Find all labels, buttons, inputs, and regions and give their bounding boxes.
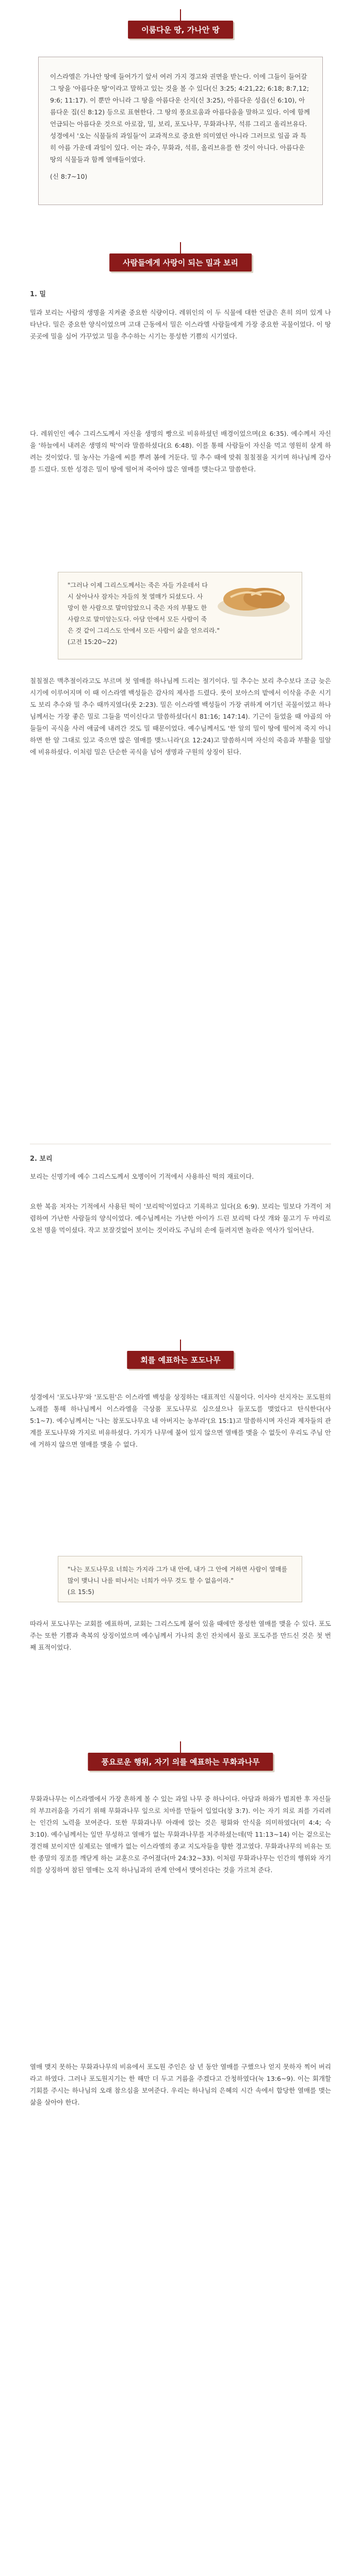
intro-text: 이스라엘은 가나안 땅에 들어가기 앞서 여러 가지 경고와 권면을 받는다. 이에 그들이 들어갈 그 땅을 '아름다운 땅'이라고 말하고 있는 것을 볼 수 있다(신 3:25; 4:21,22; 6:18; 8:7,12; 9:6; 11:17). 이 뿐만 아니라 그 땅을 아름다운 산지(신 3:25), 아름다운 성읍(신 6:10), 아름다운 집(신 8:12) 등으로 표현한다. 그 땅의 풍요로움과 아름다움을 말하고 있다. 이에 함께 언급되는 아름다운 것으로 아로잡, 밀, 보리, 포도나무, 무화과나무, 석류 그리고 올리브유다. 성경에서 '오는 식물들의 과일들'이 교과적으로 중요한 의미였던 아니라 그러므로 일곱 과 특히 아름 가운데 과일이 있다. 이는 과수, 무화과, 석류, 올리브유를 한 것이 아니다. 아름다운 땅의 식물들과 함께 열매들이였다. [50, 73, 310, 163]
paragraph [30, 2061, 331, 2108]
paragraph-text: 요한 복음 저자는 기적에서 사용된 떡이 '보리떡'이었다고 기록하고 있다(요 6:9). 보리는 밀보다 가격이 저렴하여 가난한 사람들의 양식이었다. 예수님께서는 가난한 아이가 드린 보리떡 다섯 개와 물고기 두 마리로 오천 명을 먹이셨다. 작고 보잘것없어 보이는 것이라도 주님의 손에 들려지면 놀라운 역사가 일어난다. [30, 1202, 331, 1234]
paragraph-text: 열매 맺지 못하는 무화과나무의 비유에서 포도원 주인은 삼 년 동안 열매를 구했으나 얻지 못하자 찍어 버리라고 하였다. 그러나 포도원지기는 한 해만 더 두고 거름을 주겠다고 간청하였다(눅 13:6~9). 이는 회개할 기회를 주시는 하나님의 오래 참으심을 보여준다. 우리는 하나님의 은혜의 시간 속에서 합당한 열매를 맺는 삶을 살아야 한다. [30, 2063, 331, 2106]
quote-ref: (요 15:5) [68, 1588, 94, 1596]
paragraph-text: 다. 레위인인 예수 그리스도께서 자신을 생명의 빵으로 비유하셨던 배경이었으며(요 6:35). 예수께서 자신을 '하늘에서 내려온 생명의 떡'이라 말씀하셨다(요 6:48). 이를 통해 사람들이 자신을 먹고 영원히 살게 하려는 것이었다. 밀 농사는 가을에 씨를 뿌려 봄에 거둔다. 밀 추수 때에 맞춰 칠칠절을 지키며 하나님께 감사를 드렸다. 또한 성경은 밀이 땅에 떨어져 죽어야 많은 열매를 맺는다고 말씀한다. [30, 430, 331, 473]
paragraph [30, 307, 331, 342]
title-deco-line [180, 1741, 181, 1753]
paragraph [30, 1618, 331, 1653]
paragraph [30, 1171, 331, 1182]
quote-text: "그러나 이제 그리스도께서는 죽은 자들 가운데서 다시 살아나사 잠자는 자들의 첫 열매가 되셨도다. 사망이 한 사람으로 말미암았으니 죽은 자의 부활도 한 사람으로 말미암는도다. 아담 안에서 모든 사람이 죽은 것 같이 그리스도 안에서 모든 사람이 삶을 얻으리라." [68, 582, 220, 634]
intro-ref: (신 8:7~10) [50, 173, 88, 180]
section-title-1: 이룸다운 땅, 가나안 땅 [128, 21, 233, 39]
paragraph [30, 675, 331, 758]
quote-box [58, 572, 302, 659]
intro-box [38, 57, 323, 205]
paragraph-text: 따라서 포도나무는 교회를 예표하며, 교회는 그리스도께 붙어 있을 때에만 풍성한 열매를 맺을 수 있다. 포도주는 또한 기쁨과 축복의 상징이었으며 예수님께서 가나의 혼인 잔치에서 물로 포도주를 만드신 것은 첫 번째 표적이었다. [30, 1620, 331, 1651]
paragraph [30, 1200, 331, 1236]
paragraph-text: 칠칠절은 맥추절이라고도 부르며 첫 열매를 하나님께 드리는 절기이다. 밀 추수는 보리 추수보다 조금 늦은 시기에 이루어지며 이 때 이스라엘 백성들은 감사의 제사를 드렸다. 룻이 보아스의 밭에서 이삭을 주운 시기도 보리 추수와 밀 추수 때까지였다(룻 2:23). 밀은 이스라엘 백성들이 가장 귀하게 여기던 곡물이었고 하나님께서는 가장 좋은 밀로 그들을 먹이신다고 말씀하셨다(시 81:16; 147:14). 기근이 들었을 때 야곱의 아들들이 곡식을 사러 애굽에 내려간 것도 밀 때문이었다. 예수님께서도 '한 알의 밀이 땅에 떨어져 죽지 아니하면 한 알 그대로 있고 죽으면 많은 열매를 맺느니라'(요 12:24)고 말씀하시며 자신의 죽음과 부활을 밀알에 비유하셨다. 이처럼 밀은 단순한 곡식을 넘어 생명과 구원의 상징이 된다. [30, 677, 331, 756]
paragraph-text: 성경에서 '포도나무'와 '포도원'은 이스라엘 백성을 상징하는 대표적인 식물이다. 이사야 선지자는 포도원의 노래를 통해 하나님께서 이스라엘을 극상품 포도나무로 심으셨으나 들포도를 맺었다고 탄식한다(사 5:1~7). 예수님께서는 '나는 참포도나무요 내 아버지는 농부라'(요 15:1)고 말씀하시며 자신과 제자들의 관계를 포도나무와 가지로 비유하셨다. 가지가 나무에 붙어 있지 않으면 열매를 맺을 수 없듯이 우리도 주님 안에 거하지 않으면 열매를 맺을 수 없다. [30, 1393, 331, 1448]
title-deco-line [180, 242, 181, 253]
section-title-2: 사람들에게 사랑이 되는 밀과 보리 [109, 253, 252, 272]
paragraph [30, 1391, 331, 1450]
title-deco-line [180, 9, 181, 21]
subheading-wheat: 1. 밀 [30, 291, 46, 298]
quote-text: "나는 포도나무요 너희는 가지라 그가 내 안에, 내가 그 안에 거하면 사람이 열매를 많이 맺나니 나를 떠나서는 너희가 아무 것도 할 수 없음이라." [68, 1566, 288, 1584]
quote-ref: (고전 15:20~22) [68, 638, 118, 646]
section-title-4: 풍요로운 행위, 자기 의를 예표하는 무화과나무 [88, 1753, 273, 1771]
subheading-barley: 2. 보리 [30, 1155, 53, 1163]
quote-box [58, 1556, 302, 1602]
paragraph [30, 1793, 331, 1876]
paragraph-text: 보리는 신명기에 예수 그리스도께서 오병이어 기적에서 사용하신 떡의 재료이다. [30, 1173, 254, 1180]
paragraph-text: 밀과 보리는 사람의 생명을 지켜줄 중요한 식량이다. 레위인의 이 두 식물에 대한 언급은 흔히 의미 있게 나타난다. 밀은 중요한 양식이었으며 고대 근동에서 밀은 이스라엘 사람들에게 가장 중요한 곡물이었다. 이 땅 곳곳에 밀을 심어 가꾸었고 밀을 추수하는 시기는 풍성한 기쁨의 시기였다. [30, 309, 331, 340]
section-title-3: 회를 예표하는 포도나무 [127, 1351, 234, 1369]
bread-image [215, 580, 292, 620]
title-deco-line [180, 1340, 181, 1351]
paragraph [30, 428, 331, 475]
paragraph-text: 무화과나무는 이스라엘에서 가장 흔하게 볼 수 있는 과일 나무 중 하나이다. 아담과 하와가 범죄한 후 자신들의 부끄러움을 가리기 위해 무화과나무 잎으로 치마를 만들어 입었다(창 3:7). 이는 자기 의로 죄를 가리려는 인간의 노력을 보여준다. 또한 무화과나무 아래에 앉는 것은 평화와 안식을 의미하였다(미 4:4; 슥 3:10). 예수님께서는 잎만 무성하고 열매가 없는 무화과나무를 저주하셨는데(막 11:13~14) 이는 겉으로는 경건해 보이지만 실제로는 열매가 없는 이스라엘의 종교 지도자들을 향한 경고였다. 무화과나무의 비유는 또한 종말의 징조를 깨닫게 하는 교훈으로 주어졌다(마 24:32~33). 이처럼 무화과나무는 인간의 행위와 자기 의를 상징하며 참된 열매는 오직 하나님과의 관계 안에서 맺어진다는 것을 가르쳐 준다. [30, 1795, 331, 1874]
